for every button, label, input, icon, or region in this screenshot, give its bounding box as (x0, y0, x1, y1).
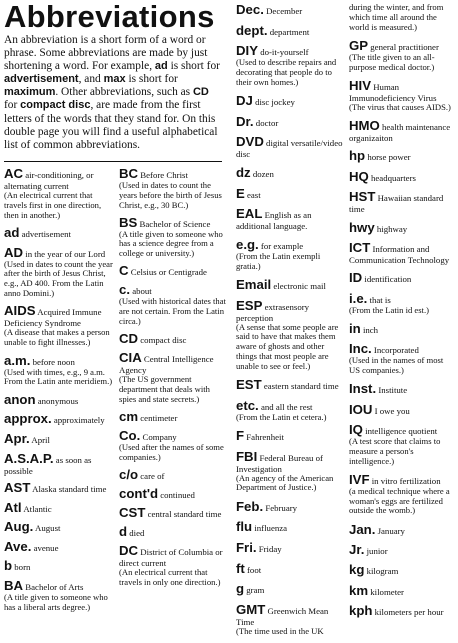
abbreviation-definition: in the year of our Lord (25, 248, 106, 259)
abbreviation-term: Aug. (4, 519, 34, 535)
abbreviation-term: HST (349, 189, 376, 205)
abbreviation-term: km (349, 582, 369, 598)
abbreviation-definition: anonymous (37, 395, 79, 406)
abbreviation-term: Jan. (349, 521, 376, 537)
abbreviation-entry (349, 3, 456, 32)
abbreviation-term: CST (119, 505, 146, 521)
abbreviation-entry (4, 393, 115, 407)
abbreviation-term: GP (349, 37, 369, 53)
abbreviation-definition: foot (247, 564, 262, 575)
abbreviation-term: flu (236, 519, 253, 535)
abbreviation-entry (349, 170, 456, 184)
abbreviation-entry (4, 167, 115, 220)
abbreviation-definition: that is (369, 294, 391, 305)
intro-text: , and (78, 73, 104, 86)
abbreviation-term: hp (349, 148, 366, 164)
abbreviation-definition: Institute (378, 385, 408, 396)
abbreviation-definition: disc jockey (255, 97, 295, 108)
abbreviation-term: GMT (236, 601, 266, 617)
abbreviation-entry (236, 3, 344, 17)
abbreviation-entry (349, 241, 456, 265)
abbreviation-entry (4, 501, 115, 515)
abbreviation-definition: approximately (53, 415, 105, 426)
intro-text: . Other abbreviations, such as (55, 86, 193, 99)
abbreviation-term: ICT (349, 239, 371, 255)
abbreviation-definition: avenue (33, 542, 59, 553)
abbreviation-definition: care of (140, 470, 165, 481)
abbreviation-note: (Used to describe repairs and decorating that people do to their own homes.) (236, 57, 337, 87)
abbreviation-term: g (236, 581, 245, 597)
abbreviation-term: CD (119, 330, 139, 346)
abbreviation-entry (349, 342, 456, 376)
abbreviation-entry (236, 450, 344, 494)
abbreviation-entry (349, 119, 456, 143)
abbreviation-definition: December (266, 6, 303, 16)
abbreviation-definition: junior (366, 545, 388, 556)
abbreviation-term: BC (119, 166, 139, 181)
abbreviation-term: BA (4, 578, 24, 594)
abbreviation-definition: central standard time (147, 509, 222, 520)
abbreviation-entry (236, 238, 344, 272)
abbreviation-definition: centimeter (140, 412, 178, 423)
intro-paragraph (4, 34, 222, 152)
abbreviation-term: E (236, 185, 245, 201)
abbreviation-definition: Fahrenheit (246, 432, 284, 443)
abbreviation-term: AD (4, 244, 24, 260)
abbreviation-entry (349, 563, 456, 577)
divider (4, 161, 222, 162)
abbreviation-entry (349, 423, 456, 466)
abbreviation-definition: Celsius or Centigrade (130, 267, 207, 278)
abbreviation-term: DVD (236, 134, 264, 150)
abbreviation-entry (236, 24, 344, 38)
abbreviation-definition: Hawaiian standard time (349, 193, 444, 215)
abbreviation-definition: January (377, 525, 405, 536)
abbreviation-definition: Incorporated (373, 345, 419, 356)
abbreviation-term: c. (119, 282, 130, 298)
abbreviation-entry (349, 149, 456, 163)
abbreviation-term: CIA (119, 350, 142, 366)
abbreviation-definition: headquarters (370, 172, 416, 183)
abbreviation-definition: inch (362, 324, 379, 335)
abbreviation-entry (236, 187, 344, 201)
abbreviation-entry (349, 322, 456, 336)
abbreviation-term: cont'd (119, 485, 159, 501)
abbreviation-term: c/o (119, 466, 139, 482)
abbreviation-definition: in vitro fertilization (371, 475, 441, 486)
abbreviation-entry (236, 541, 344, 555)
abbreviation-definition: kilogram (366, 566, 399, 577)
abbreviation-term: Dec. (236, 2, 264, 17)
abbreviation-definition: influenza (254, 523, 288, 534)
abbreviation-definition: kilometer (370, 586, 404, 597)
abbreviation-term: BS (119, 214, 138, 230)
abbreviation-note: (Used after the names of some companies.) (119, 441, 224, 462)
abbreviation-definition: Company (142, 431, 177, 442)
abbreviation-entry (119, 264, 227, 278)
abbreviation-entry (4, 579, 115, 613)
abbreviation-term: a.m. (4, 352, 31, 368)
abbreviation-definition: air-conditioning, or alternating current (4, 170, 94, 191)
intro-keyword: compact disc (20, 99, 91, 112)
abbreviation-definition: electronic mail (273, 280, 326, 291)
intro-text: is short for (167, 60, 220, 73)
abbreviation-entry (236, 278, 344, 292)
abbreviation-note: (Used with historical dates that are not certain. From the Latin circa.) (119, 296, 226, 326)
abbreviation-definition: Human Immunodeficiency Virus (349, 81, 437, 103)
abbreviation-term: ESP (236, 297, 263, 313)
abbreviation-entry (349, 604, 456, 618)
abbreviation-definition: digital versatile/video disc (236, 138, 343, 160)
abbreviation-entry (349, 39, 456, 73)
abbreviation-note: (The time used in the UK (236, 625, 324, 636)
abbreviation-definition: English as an additional language. (236, 210, 312, 232)
abbreviation-note: during the winter, and from which time all around the world is measured.) (349, 2, 444, 32)
abbreviation-term: Fri. (236, 540, 257, 556)
abbreviation-term: etc. (236, 397, 259, 413)
abbreviation-term: HMO (349, 117, 380, 133)
intro-keyword: maximum (4, 86, 56, 99)
abbreviation-column-2 (119, 167, 227, 593)
abbreviation-note: (A disease that makes a person unable to fight illnesses.) (4, 327, 110, 348)
abbreviation-term: ad (4, 224, 20, 240)
abbreviation-note: (Used in dates to count the years before the birth of Jesus Christ, e.g., 30 BC.) (119, 180, 222, 210)
abbreviation-entry (119, 283, 227, 326)
abbreviation-entry (4, 226, 115, 240)
abbreviation-term: HIV (349, 77, 371, 93)
abbreviation-entry (349, 292, 456, 316)
abbreviation-entry (236, 166, 344, 180)
abbreviation-definition: compact disc (140, 334, 187, 345)
abbreviation-entry (236, 378, 344, 392)
abbreviation-definition: Acquired Immune Deficiency Syndrome (4, 307, 102, 329)
abbreviation-entry (119, 506, 227, 520)
abbreviation-entry (349, 543, 456, 557)
abbreviation-term: anon (4, 391, 36, 407)
abbreviation-note: (The US government department that deals with spies and state secrets.) (119, 374, 210, 404)
abbreviation-note: (A title given to someone who has a science degree from a college or university.) (119, 228, 223, 259)
abbreviation-definition: Federal Bureau of Investigation (236, 452, 323, 474)
abbreviation-column-4 (349, 3, 456, 625)
abbreviation-entry (119, 487, 227, 501)
abbreviation-entry (119, 410, 227, 424)
abbreviation-definition: extrasensory perception (236, 301, 310, 323)
abbreviation-definition: eastern standard time (263, 381, 339, 392)
abbreviation-entry (119, 429, 227, 463)
abbreviation-entry (236, 562, 344, 576)
abbreviation-term: C (119, 263, 129, 279)
abbreviation-definition: doctor (255, 117, 279, 128)
abbreviation-entry (119, 525, 227, 539)
abbreviation-term: in (349, 320, 361, 336)
abbreviation-term: Atl (4, 499, 22, 515)
abbreviation-entry (4, 540, 115, 554)
abbreviation-entry (349, 403, 456, 417)
abbreviation-entry (349, 382, 456, 396)
abbreviation-term: kg (349, 562, 365, 578)
abbreviation-note: (A test score that claims to measure a person's intelligence.) (349, 436, 441, 466)
abbreviation-term: Feb. (236, 498, 264, 514)
abbreviation-definition: gram (246, 585, 265, 596)
abbreviation-entry (4, 481, 115, 495)
abbreviation-term: dz (236, 164, 251, 180)
abbreviation-entry (236, 520, 344, 534)
abbreviation-entry (119, 332, 227, 346)
abbreviation-entry (4, 452, 115, 476)
abbreviation-definition: February (265, 502, 298, 513)
abbreviation-term: F (236, 428, 245, 444)
abbreviation-note: (Used in dates to count the year after the birth of Jesus Christ, e.g., AD 400. From the Latin anno Domini.) (4, 258, 113, 298)
abbreviation-definition: August (35, 523, 61, 534)
page-title: Abbreviations (4, 0, 215, 34)
abbreviation-definition: Information and Communication Technology (349, 243, 450, 265)
abbreviation-entry (119, 167, 227, 210)
abbreviation-definition: dozen (252, 168, 274, 179)
abbreviation-definition: Alaska standard time (32, 484, 107, 495)
abbreviation-entry (236, 500, 344, 514)
abbreviation-definition: Friday (258, 544, 282, 555)
abbreviation-definition: for example (260, 240, 304, 251)
abbreviation-note: (From the Latin id est.) (349, 304, 429, 315)
abbreviation-column-3 (236, 3, 344, 643)
abbreviation-note: (Used in the names of most US companies.) (349, 355, 444, 376)
abbreviation-entry (119, 216, 227, 259)
abbreviation-entry (119, 351, 227, 404)
abbreviation-term: Ave. (4, 538, 32, 554)
abbreviation-entry (4, 559, 115, 573)
abbreviation-term: Email (236, 276, 272, 292)
abbreviation-definition: horse power (367, 152, 411, 163)
abbreviation-term: AIDS (4, 303, 36, 319)
abbreviation-definition: department (269, 26, 310, 37)
abbreviation-entry (4, 354, 115, 388)
abbreviation-definition: District of Columbia or direct current (119, 547, 223, 569)
abbreviation-term: Inst. (349, 381, 377, 397)
abbreviation-term: DC (119, 543, 139, 559)
abbreviation-entry (236, 299, 344, 372)
abbreviation-term: Dr. (236, 113, 254, 129)
abbreviation-entry (236, 603, 344, 637)
abbreviation-term: ft (236, 560, 245, 576)
abbreviation-note: (a medical technique where a woman's eggs are fertilized outside the womb.) (349, 485, 450, 516)
abbreviation-note: (An agency of the American Department of Justice.) (236, 472, 334, 493)
abbreviation-term: Inc. (349, 341, 372, 357)
intro-text: , are made from the first letters of the words that they stand for. On this double page you will find a useful alphabetical list of common abbreviations. (4, 99, 218, 151)
intro-text: for (4, 99, 21, 112)
abbreviation-term: approx. (4, 411, 52, 427)
abbreviation-entry (349, 473, 456, 516)
abbreviation-term: DIY (236, 43, 258, 59)
abbreviation-entry (236, 429, 344, 443)
abbreviation-definition: and all the rest (260, 401, 313, 412)
abbreviation-definition: born (14, 562, 31, 573)
abbreviation-entry (4, 520, 115, 534)
abbreviation-term: AST (4, 480, 31, 496)
abbreviation-definition: Bachelor of Arts (25, 582, 84, 593)
abbreviation-term: hwy (349, 219, 375, 235)
abbreviation-definition: highway (376, 223, 408, 234)
abbreviation-entry (4, 246, 115, 299)
abbreviation-entry (4, 304, 115, 348)
abbreviation-note: (Used with times, e.g., 9 a.m. From the Latin ante meridiem.) (4, 366, 113, 387)
abbreviation-term: b (4, 558, 13, 574)
abbreviation-term: DJ (236, 93, 253, 109)
abbreviation-entry (236, 115, 344, 129)
abbreviation-entry (4, 432, 115, 446)
abbreviation-term: EAL (236, 206, 263, 222)
abbreviation-entry (119, 468, 227, 482)
abbreviation-definition: Greenwich Mean Time (236, 605, 329, 627)
abbreviation-note: (The virus that causes AIDS.) (349, 101, 451, 112)
abbreviation-definition: identification (364, 274, 412, 285)
abbreviation-note: (From the Latin et cetera.) (236, 411, 327, 422)
abbreviation-definition: Atlantic (23, 503, 52, 514)
abbreviation-term: i.e. (349, 290, 368, 306)
intro-text: An abbreviation is a short form of a word or phrase. Some abbreviations are made by just shortening a word. For example, (4, 34, 208, 73)
abbreviation-definition: I owe you (374, 405, 410, 416)
abbreviation-entry (349, 271, 456, 285)
abbreviation-definition: intelligence quotient (365, 426, 438, 437)
abbreviation-definition: east (247, 189, 261, 200)
abbreviation-term: Co. (119, 427, 141, 443)
abbreviation-note: (A sense that some people are said to have that makes them aware of ghosts and other things that most people are unable to see or feel.) (236, 321, 339, 371)
abbreviation-definition: as soon as possible (4, 454, 92, 476)
abbreviation-note: (An electrical current that travels first in one direction, then in another.) (4, 190, 102, 220)
abbreviation-definition: general practitioner (370, 41, 439, 52)
abbreviation-term: Jr. (349, 541, 365, 557)
abbreviation-entry (349, 523, 456, 537)
abbreviation-note: (The title given to an all-purpose medical doctor.) (349, 51, 435, 72)
abbreviation-entry (349, 584, 456, 598)
intro-keyword: advertisement (4, 73, 79, 86)
abbreviation-term: kph (349, 603, 373, 619)
abbreviation-term: HQ (349, 168, 369, 184)
abbreviation-term: cm (119, 408, 139, 424)
abbreviation-term: IQ (349, 422, 363, 438)
abbreviation-term: IOU (349, 401, 373, 417)
abbreviation-entry (236, 135, 344, 159)
abbreviation-entry (236, 94, 344, 108)
abbreviation-term: IVF (349, 471, 370, 487)
intro-keyword: max (103, 73, 126, 86)
abbreviation-definition: kilometers per hour (374, 607, 444, 618)
abbreviation-entry (119, 544, 227, 588)
abbreviation-term: Apr. (4, 430, 30, 446)
abbreviation-entry (349, 190, 456, 214)
abbreviation-term: FBI (236, 448, 258, 464)
abbreviation-definition: Before Christ (140, 170, 188, 180)
abbreviation-entry (236, 207, 344, 231)
abbreviation-note: (A title given to someone who has a liberal arts degree.) (4, 592, 108, 612)
abbreviation-definition: died (129, 528, 145, 539)
abbreviation-entry (236, 44, 344, 87)
intro-keyword: CD (192, 86, 209, 99)
abbreviation-term: EST (236, 377, 262, 393)
abbreviation-note: (An electrical current that travels in only one direction.) (119, 567, 221, 588)
abbreviation-term: d (119, 524, 128, 540)
abbreviation-entry (349, 221, 456, 235)
abbreviation-term: e.g. (236, 236, 259, 252)
abbreviation-term: AC (4, 166, 24, 181)
abbreviation-definition: continued (160, 489, 195, 500)
abbreviation-definition: Central Intelligence Agency (119, 354, 214, 376)
abbreviation-definition: advertisement (21, 228, 71, 239)
intro-keyword: ad (154, 60, 168, 73)
abbreviation-definition: before noon (32, 356, 75, 367)
abbreviation-term: dept. (236, 22, 268, 38)
abbreviation-definition: April (31, 434, 50, 445)
abbreviation-definition: do-it-yourself (260, 47, 309, 58)
abbreviation-entry (236, 399, 344, 423)
abbreviation-entry (236, 582, 344, 596)
abbreviation-term: ID (349, 270, 363, 286)
abbreviation-entry (4, 412, 115, 426)
abbreviation-definition: Bachelor of Science (139, 218, 211, 229)
abbreviation-definition: health maintenance organizaiton (349, 121, 451, 143)
abbreviation-definition: about (132, 286, 152, 297)
abbreviation-column-1 (4, 167, 115, 618)
intro-text: is short for (125, 73, 178, 86)
abbreviation-entry (349, 79, 456, 113)
abbreviation-note: (From the Latin exempli gratia.) (236, 250, 321, 271)
abbreviation-term: A.S.A.P. (4, 450, 54, 466)
